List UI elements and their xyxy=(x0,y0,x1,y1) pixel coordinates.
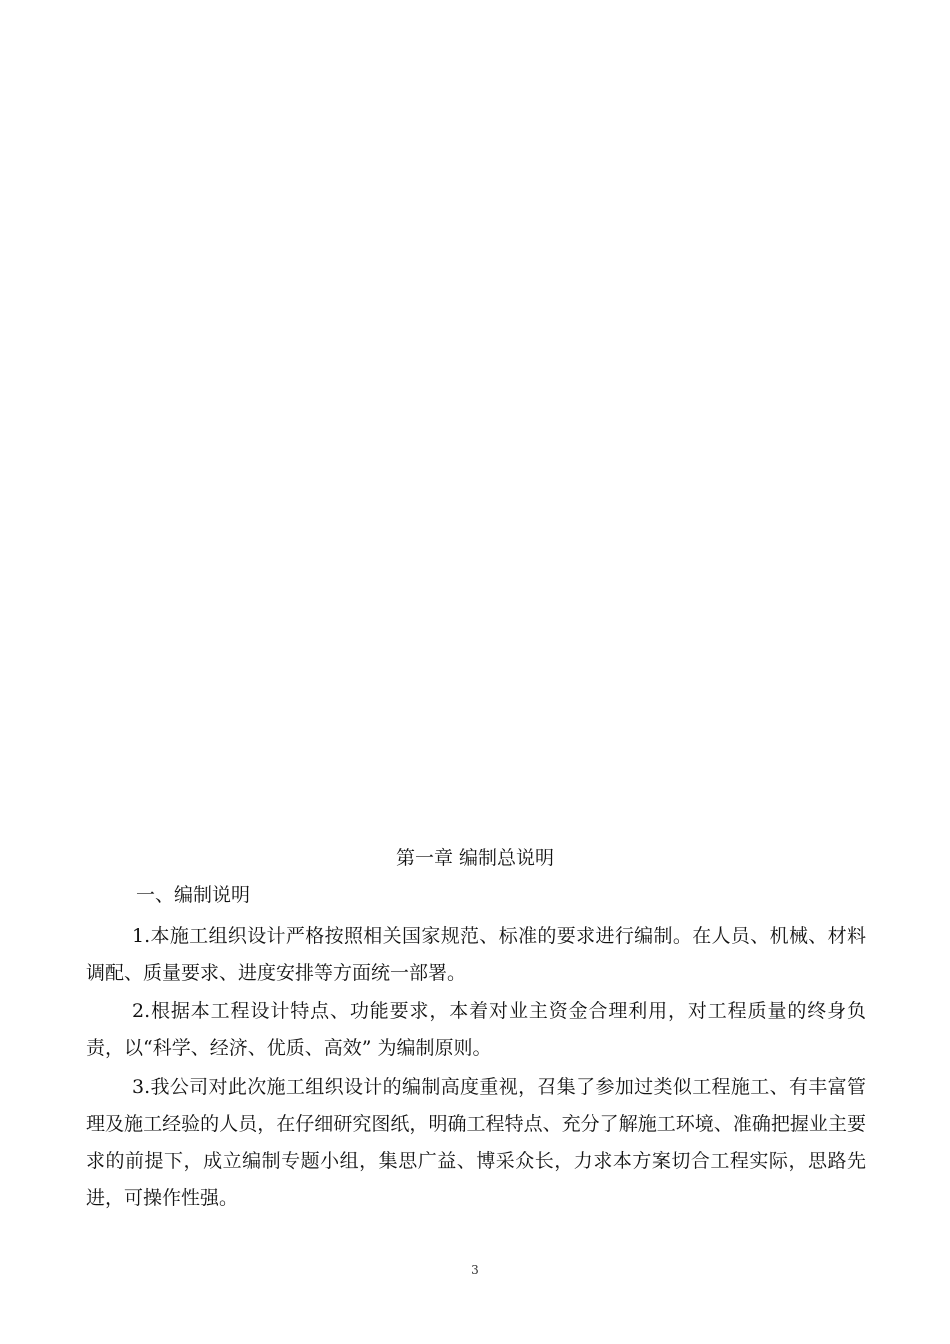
chapter-title: 第一章 编制总说明 xyxy=(395,847,555,869)
page-number: 3 xyxy=(471,1263,479,1277)
paragraph-1: 1.本施工组织设计严格按照相关国家规范、标准的要求进行编制。在人员、机械、材料调配、质量要求、进度安排等方面统一部署。 xyxy=(86,925,866,984)
paragraph-3: 3.我公司对此次施工组织设计的编制高度重视，召集了参加过类似工程施工、有丰富管理及施工经验的人员，在仔细研究图纸，明确工程特点、充分了解施工环境、准确把握业主要求的前提下，成立编制专题小组，集思广益、博采众长，力求本方案切合工程实际，思路先进，可操作性强。 xyxy=(86,1076,866,1209)
paragraph-2: 2.根据本工程设计特点、功能要求，本着对业主资金合理利用，对工程质量的终身负责，以“科学、经济、优质、高效” 为编制原则。 xyxy=(86,1000,866,1059)
section-heading: 一、编制说明 xyxy=(136,884,251,906)
